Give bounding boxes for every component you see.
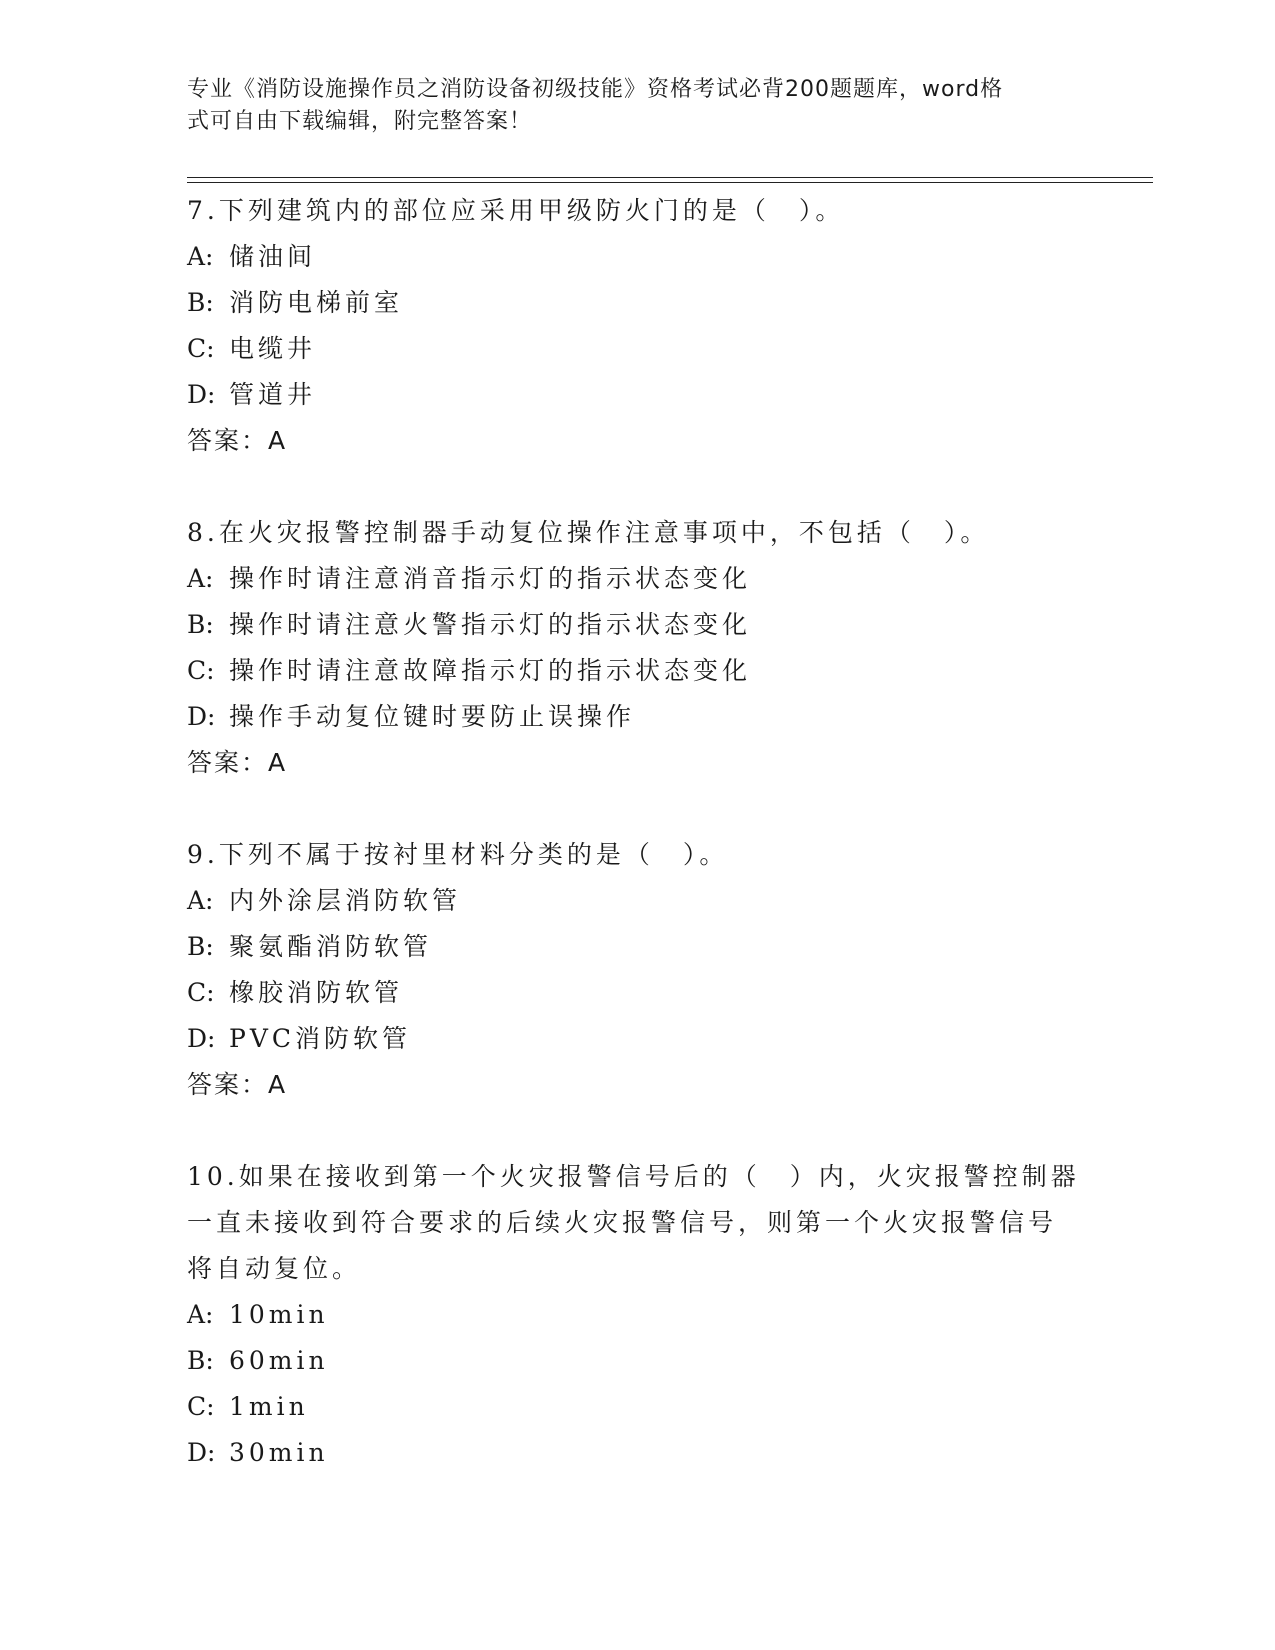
header-line-1: 专业《消防设施操作员之消防设备初级技能》资格考试必背200题题库，word格 [187,77,1004,102]
answer-line: 答案：A [187,748,288,777]
option-d [187,372,1087,418]
option-letter: B: [187,1346,214,1375]
option-a [187,878,1087,924]
question-7 [187,188,1087,464]
option-text: 聚氨酯消防软管 [229,932,433,961]
option-text: 操作时请注意消音指示灯的指示状态变化 [229,564,752,593]
option-c [187,648,1087,694]
option-letter: D: [187,380,216,409]
option-d [187,1016,1087,1062]
question-stem: 7.下列建筑内的部位应采用甲级防火门的是（ ）。 [187,196,845,225]
question-stem: 8.在火灾报警控制器手动复位操作注意事项中，不包括（ ）。 [187,518,990,547]
question-9 [187,832,1087,1108]
option-text: 操作时请注意故障指示灯的指示状态变化 [229,656,752,685]
option-letter: D: [187,1024,216,1053]
option-c [187,326,1087,372]
option-text: 内外涂层消防软管 [229,886,462,915]
option-c [187,970,1087,1016]
document-header [187,74,1067,138]
option-letter: B: [187,288,214,317]
question-10 [187,1154,1087,1476]
option-a [187,556,1087,602]
option-letter: C: [187,1392,215,1421]
option-d [187,1430,1087,1476]
option-b [187,1338,1087,1384]
option-letter: B: [187,932,214,961]
question-stem: 9.下列不属于按衬里材料分类的是（ ）。 [187,840,729,869]
question-list [187,188,1087,1476]
option-b [187,924,1087,970]
option-text: 操作手动复位键时要防止误操作 [229,702,636,731]
option-text: 操作时请注意火警指示灯的指示状态变化 [229,610,752,639]
option-b [187,280,1087,326]
question-stem-line-2: 一直未接收到符合要求的后续火灾报警信号，则第一个火灾报警信号 [187,1208,1058,1237]
spacer [187,786,1087,832]
option-text: 储油间 [229,242,317,271]
option-text: PVC消防软管 [229,1024,412,1053]
option-letter: D: [187,702,216,731]
option-text: 60min [229,1346,329,1375]
question-8 [187,510,1087,786]
option-text: 30min [229,1438,329,1467]
option-letter: A: [187,1300,214,1329]
option-a [187,234,1087,280]
header-divider-bottom [187,182,1153,183]
option-letter: B: [187,610,214,639]
option-letter: A: [187,886,214,915]
option-d [187,694,1087,740]
option-c [187,1384,1087,1430]
option-letter: C: [187,656,215,685]
spacer [187,1108,1087,1154]
option-letter: A: [187,242,214,271]
answer-line: 答案：A [187,426,288,455]
option-text: 消防电梯前室 [229,288,404,317]
question-stem-line-3: 将自动复位。 [187,1254,362,1283]
option-letter: C: [187,978,215,1007]
option-b [187,602,1087,648]
option-letter: D: [187,1438,216,1467]
answer-line: 答案：A [187,1070,288,1099]
option-letter: A: [187,564,214,593]
option-text: 电缆井 [229,334,317,363]
option-text: 橡胶消防软管 [229,978,404,1007]
option-a [187,1292,1087,1338]
header-line-2: 式可自由下载编辑，附完整答案！ [187,109,533,134]
question-stem-line-1: 10.如果在接收到第一个火灾报警信号后的（ ）内，火灾报警控制器 [187,1162,1080,1191]
option-text: 管道井 [229,380,317,409]
spacer [187,464,1087,510]
option-text: 10min [229,1300,329,1329]
option-text: 1min [229,1392,309,1421]
option-letter: C: [187,334,215,363]
header-divider-top [187,177,1153,178]
